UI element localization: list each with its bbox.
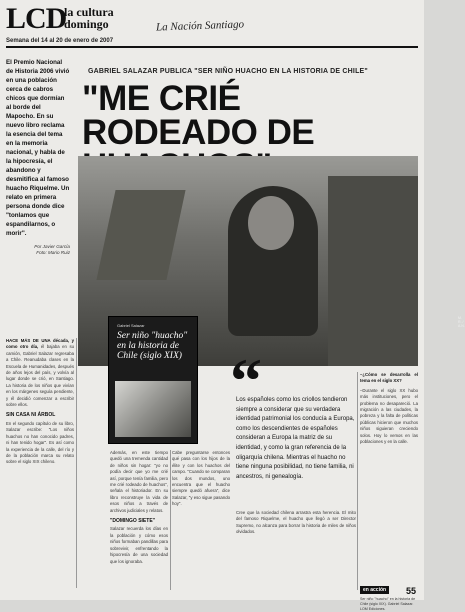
column-left-body: él bajaba en su camión, Gabriel Salazar regresaba a Chile. Reanudaba clases en la Escuela de Humanidades, después de años lejos del país, y volvía al lugar donde se crió, en Santiago. La historia de los niños que vivían en los márgenes seguía pendiente, y él decidió comenzar a escribir sobre ellos. — [6, 344, 74, 408]
dateline: Semana del 14 al 20 de enero de 2007 — [6, 38, 114, 44]
kicker: GABRIEL SALAZAR PUBLICA "SER NIÑO HUACHO EN LA HISTORIA DE CHILE" — [88, 68, 368, 75]
book-author: Gabriel Salazar — [117, 323, 145, 328]
masthead-rule — [6, 46, 418, 48]
column-right — [360, 372, 418, 448]
column-mid-body: Además, en este tiempo quedó una tremenda cantidad de niños sin hogar: "yo no podía decir que yo me crié así, porque tenía familia, pero me crié rodeado de huachos", señala el historiador. En su libro reconstruye la vida de esos niños a través de archivos judiciales y relatos. — [110, 450, 168, 513]
book-cover-image — [115, 381, 191, 437]
column-mid-body2: Salazar recuerda los días en la población y cómo esos niños formaban pandillas para sobrevivir, enfrentando la hipocresía de una sociedad que los ignoraba. — [110, 526, 168, 564]
logo-subtitle: la cultura domingo — [64, 5, 114, 31]
column-mid3-body: Cree que la sociedad chilena arrastra esta herencia. El mito del famoso Riquelme, el huacho que llegó a ser Director Supremo, no alcanza para borrar la historia de miles de niños olvidados. — [236, 510, 356, 535]
column-rule — [76, 338, 77, 588]
page-number: 55 — [405, 586, 416, 596]
quote-mark-glyph: “ — [230, 345, 262, 416]
column-left-lead: HACE MÁS DE UNA década, y como otro día, — [6, 338, 74, 350]
book-title: Ser niño "huacho" en la historia de Chile (siglo XIX) — [117, 331, 188, 361]
column-left-body2: En el segundo capítulo de su libro, Salazar escribe: "Los niños huachos no han conocido padres, ni han tenido hogar". Es así como la experiencia de la calle, del río y de la población marca su relato sobre el siglo XIX chileno. — [6, 420, 74, 465]
column-rule — [357, 372, 358, 590]
column-right-question: –¿Cómo se desarrolla el tema en el siglo XX? — [360, 372, 418, 384]
column-left-subhead: SIN CASA NI ÁRBOL — [6, 412, 56, 419]
handwritten-annotation: La Nación Santiago — [155, 18, 245, 34]
headline: "ME CRIÉ RODEADO DE — [82, 79, 315, 152]
photo-face-shape — [248, 196, 294, 250]
column-rule — [170, 450, 171, 590]
column-right-body: –Durante el siglo XX hubo más instituciones, pero el problema no desapareció. La migración a las ciudades, la pobreza y la falta de políticas públicas hicieron que muchos niños siguieran creciendo solos. Hoy lo vemos en las poblaciones y en la calle. — [360, 387, 418, 445]
column-mid — [110, 450, 168, 568]
masthead — [6, 4, 418, 46]
photo-lamp-shape — [96, 190, 185, 280]
byline-credits: Por Javier García Foto: Mario Ruiz — [34, 244, 70, 255]
en-accion-text: Ser niño "huacho" en la historia de Chile (siglo XIX). Gabriel Salazar. LOM Ediciones. — [360, 597, 416, 611]
pull-quote: Los españoles como los criollos tendieron siempre a considerar que su verdadera identidad patrimonial los conducía a Europa, como los descendientes de españoles consideran a Europa la matriz de su identidad, y como la gran referencia de la oligarquía chilena. Mientras el huacho no tiene ninguna posibilidad, no tiene familia, ni ancestros, ni genealogía. — [236, 397, 355, 480]
column-mid-subhead: "DOMINGO SIETE" — [110, 518, 156, 525]
en-accion-tag: en acción — [360, 586, 389, 594]
column-mid2 — [172, 450, 230, 511]
sidebar — [6, 58, 70, 256]
column-mid2-body: Cabe preguntarse entonces qué pasa con los hijos de la élite y con los huachos del campo. "Cuando se comparan los dos mundos, uno encuentra que el huacho siempre quedó afuera", dice Salazar, "y eso sigue pasando hoy". — [172, 450, 230, 507]
sidebar-intro: El Premio Nacional de Historia 2006 vivió en una población cerca de cabros chicos que dormían al borde del Mapocho. En su nuevo libro reclama la esencia del tema en la memoria nacional, y habla de la hipocresía, el abandono y desmitifica al famoso huacho Riquelme. Un relato en primera persona donde dice "tonlamos que espandilarnos, o morir". — [6, 59, 70, 237]
book-cover — [108, 316, 198, 444]
lcd-logo: LCD — [6, 2, 67, 35]
photo-shelf-shape — [328, 176, 418, 366]
column-mid3 — [236, 510, 356, 539]
column-left — [6, 338, 74, 469]
photo-credit: M. R. / A.N. — [458, 316, 465, 328]
